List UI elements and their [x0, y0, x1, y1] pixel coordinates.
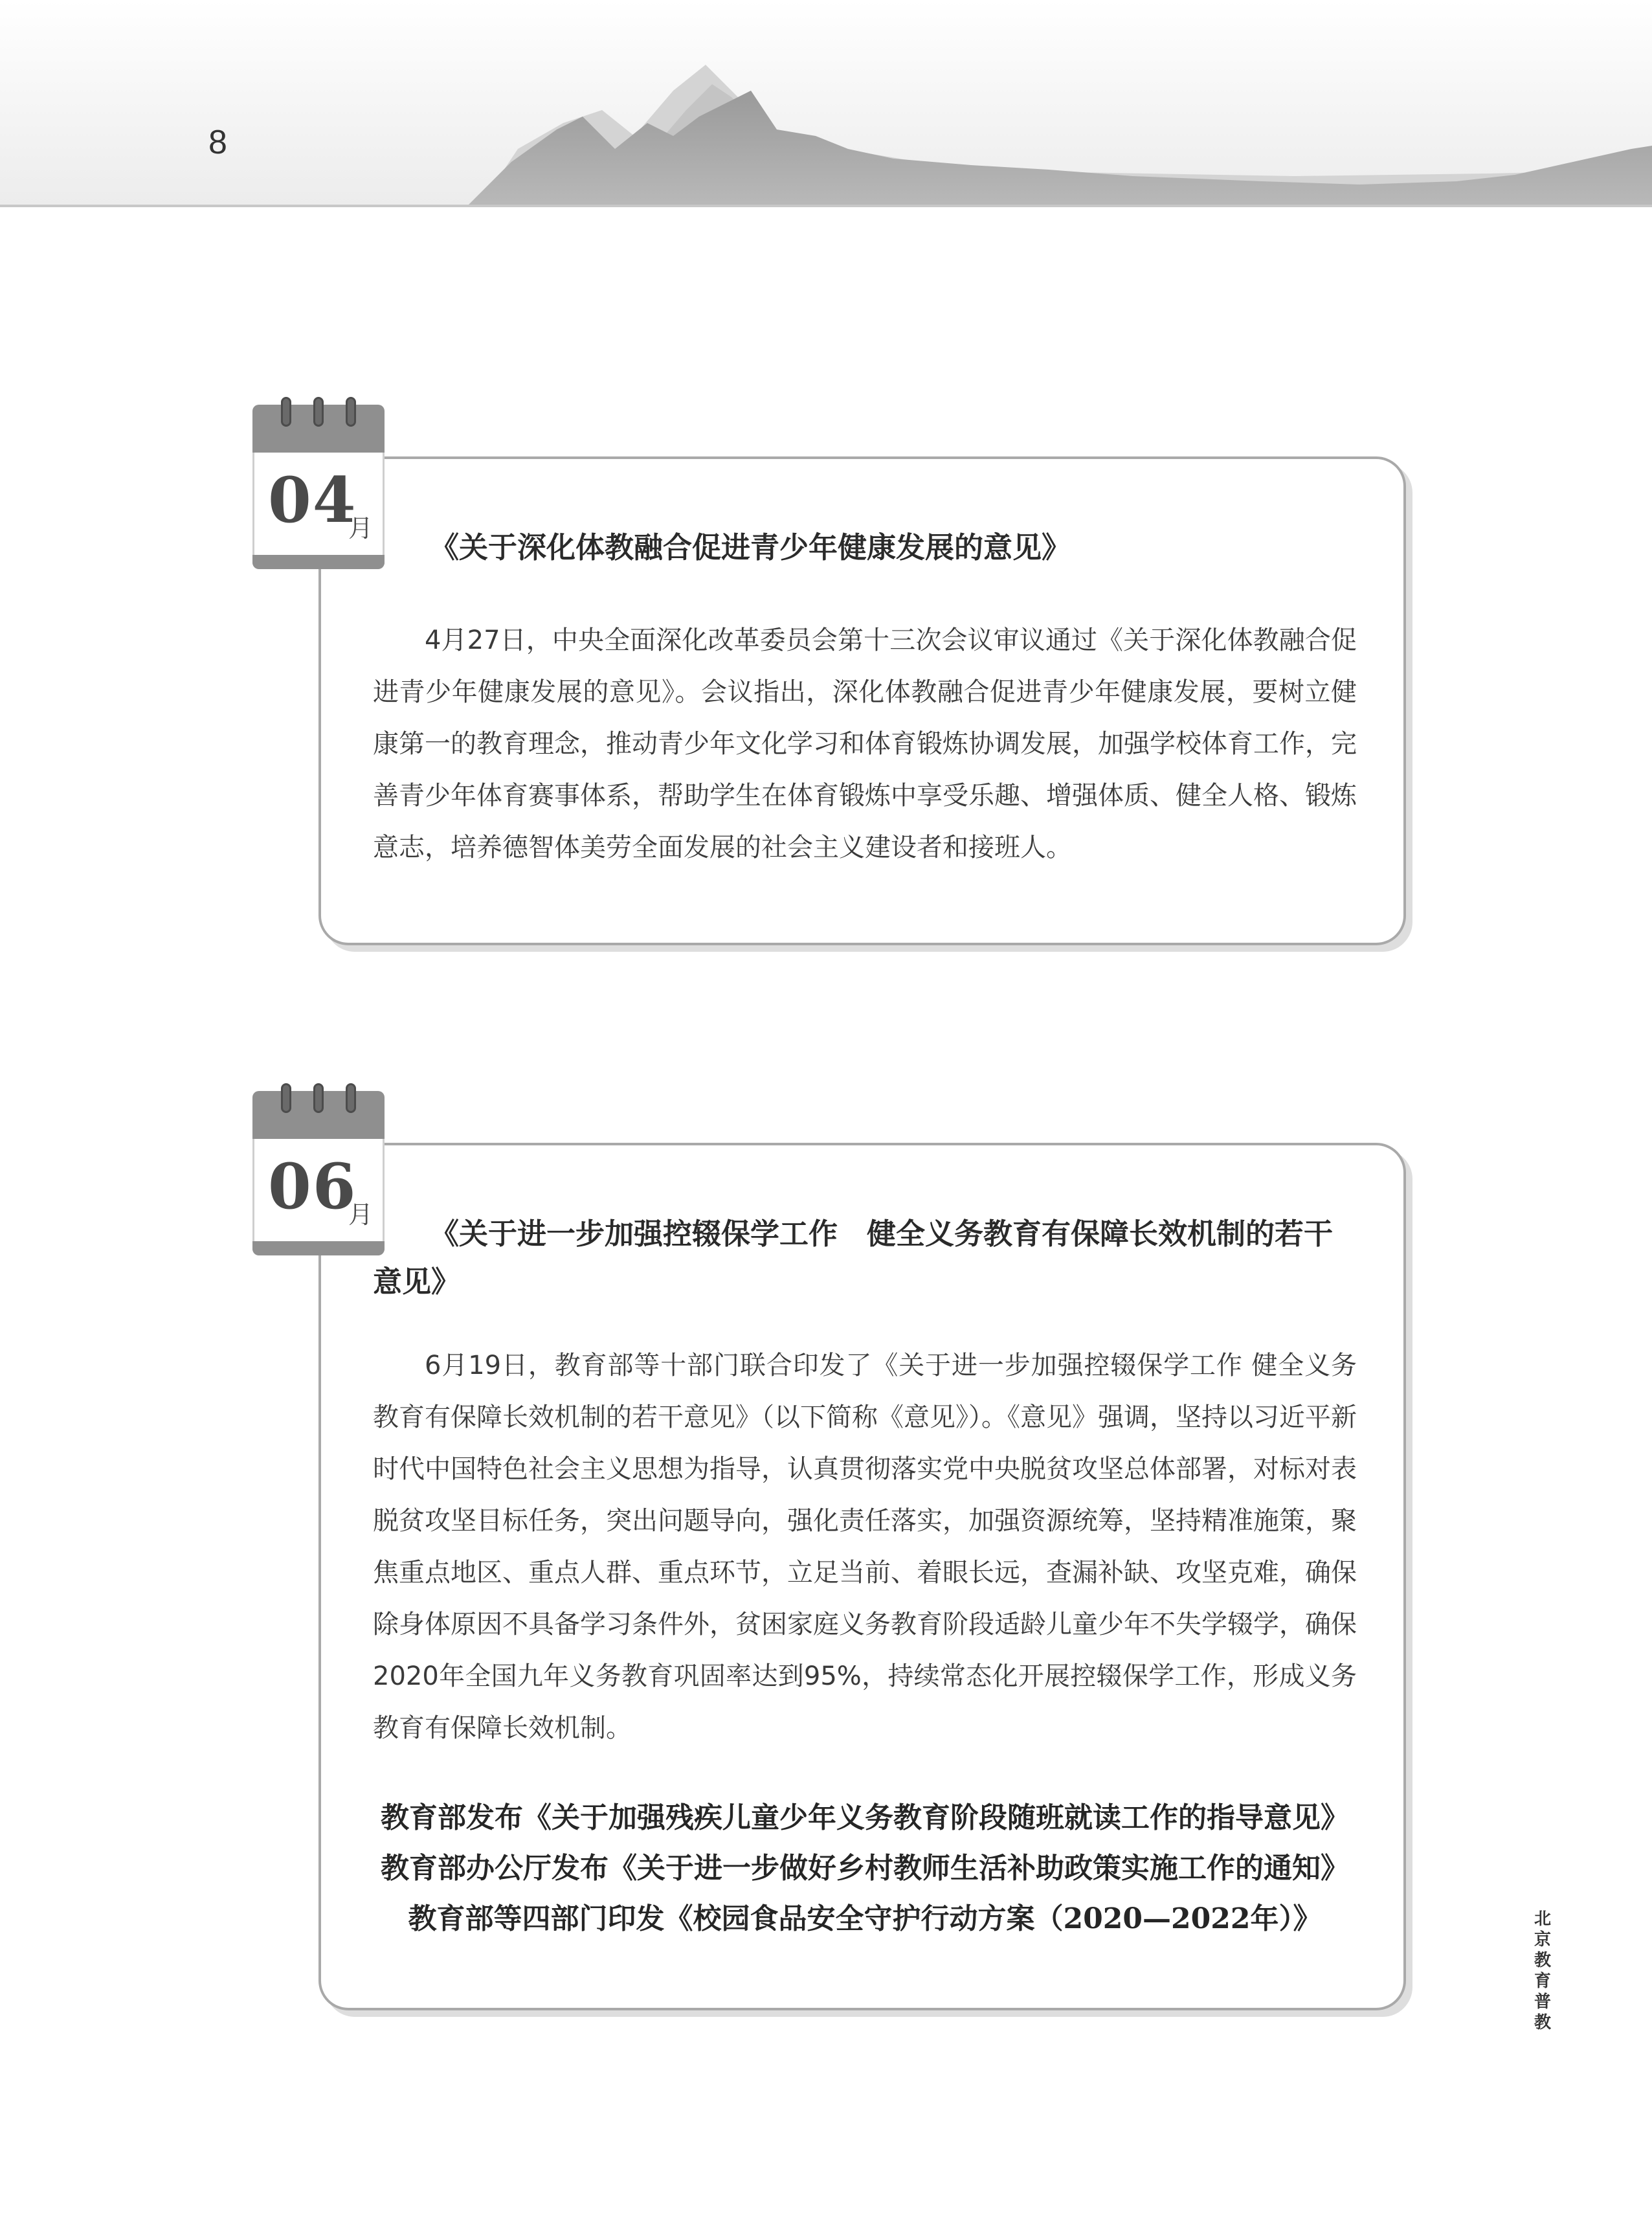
related-document-item: 教育部发布《关于加强残疾儿童少年义务教育阶段随班就读工作的指导意见》 [381, 1801, 1349, 1834]
related-document-item: 教育部办公厅发布《关于进一步做好乡村教师生活补助政策实施工作的通知》 [381, 1852, 1349, 1885]
related-documents [347, 1793, 1383, 1944]
calendar-month-unit: 月 [348, 1200, 374, 1229]
calendar-ring [313, 397, 324, 427]
mountain-illustration [0, 0, 1652, 207]
card-body: 6月19日，教育部等十部门联合印发了《关于进一步加强控辍保学工作 健全义务教育有保障长效机制的若干意见》（以下简称《意见》）。《意见》强调，坚持以习近平新时代中国特色社会主义思想为指导，认真贯彻落实党中央脱贫攻坚总体部署，对标对表脱贫攻坚目标任务，突出问题导向，强化责任落实，加强资源统筹，坚持精准施策，聚焦重点地区、重点人群、重点环节，立足当前、着眼长远，查漏补缺、攻坚克难，确保除身体原因不具备学习条件外，贫困家庭义务教育阶段适龄儿童少年不失学辍学，确保2020年全国九年义务教育巩固率达到95%，持续常态化开展控辍保学工作，形成义务教育有保障长效机制。 [373, 1351, 1357, 1743]
calendar-base [252, 1241, 385, 1255]
calendar-icon [252, 405, 390, 572]
side-section-label: 北京教育 普教 [1534, 1909, 1551, 2032]
calendar-month-number: 04 [268, 464, 357, 537]
card-title: 《关于进一步加强控辍保学工作 健全义务教育有保障长效机制的若干意见》 [373, 1217, 1334, 1299]
related-document-item: 教育部等四部门印发《校园食品安全守护行动方案（2020—2022年）》 [408, 1902, 1322, 1935]
calendar-month-unit: 月 [348, 514, 374, 543]
calendar-ring [346, 397, 356, 427]
page-number: 8 [208, 124, 227, 161]
calendar-ring [313, 1083, 324, 1113]
calendar-icon [252, 1091, 390, 1258]
calendar-base [252, 555, 385, 569]
card-body: 4月27日，中央全面深化改革委员会第十三次会议审议通过《关于深化体教融合促进青少年健康发展的意见》。会议指出，深化体教融合促进青少年健康发展，要树立健康第一的教育理念，推动青少年文化学习和体育锻炼协调发展，加强学校体育工作，完善青少年体育赛事体系，帮助学生在体育锻炼中享受乐趣、增强体质、健全人格、锻炼意志，培养德智体美劳全面发展的社会主义建设者和接班人。 [373, 625, 1357, 862]
calendar-month-number: 06 [268, 1150, 357, 1223]
card-title: 《关于深化体教融合促进青少年健康发展的意见》 [430, 530, 1071, 565]
calendar-ring [346, 1083, 356, 1113]
event-card-june [318, 1143, 1406, 2010]
event-card-april [318, 456, 1406, 945]
mountain-header-banner [0, 0, 1652, 207]
calendar-ring [281, 1083, 291, 1113]
calendar-ring [281, 397, 291, 427]
